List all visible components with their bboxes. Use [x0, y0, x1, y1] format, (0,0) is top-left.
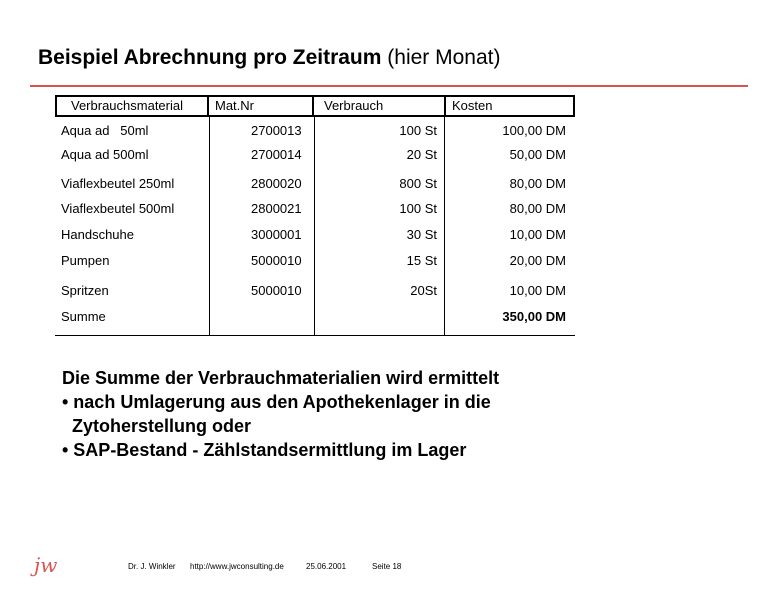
- body-line: Die Summe der Verbrauchmaterialien wird ermittelt: [62, 368, 500, 388]
- table-row: [55, 141, 575, 167]
- cell-matnr: 2800021: [251, 201, 302, 216]
- sum-value: 350,00 DM: [502, 309, 566, 324]
- cell-verbrauch: 100 St: [399, 123, 437, 138]
- cell-material: Viaflexbeutel 500ml: [61, 201, 175, 216]
- cell-matnr: 2700013: [251, 123, 302, 138]
- cell-matnr: 3000001: [251, 227, 302, 242]
- title-divider: [30, 85, 748, 87]
- body-text: [62, 366, 499, 462]
- cell-verbrauch: 15 St: [406, 253, 437, 268]
- footer-date: 25.06.2001: [306, 562, 347, 571]
- table-row: [55, 247, 575, 273]
- table-row: [55, 277, 575, 303]
- jw-logo: jw: [34, 553, 58, 577]
- grid-line: [55, 335, 575, 336]
- cell-material: Viaflexbeutel 250ml: [61, 176, 175, 191]
- cell-kosten: 10,00 DM: [509, 227, 566, 242]
- cell-kosten: 100,00 DM: [502, 123, 566, 138]
- table-row: [55, 221, 575, 247]
- header-kosten: Kosten: [446, 97, 573, 115]
- cell-kosten: 80,00 DM: [509, 201, 566, 216]
- cell-matnr: 5000010: [251, 283, 302, 298]
- footer-author: Dr. J. Winkler: [128, 562, 176, 571]
- header-material: Verbrauchsmaterial: [57, 97, 207, 115]
- table-header: [55, 95, 575, 117]
- header-matnr: Mat.Nr: [209, 97, 312, 115]
- header-verbrauch: Verbrauch: [314, 97, 444, 115]
- cell-verbrauch: 20St: [410, 283, 437, 298]
- table-row: [55, 117, 575, 143]
- cell-kosten: 80,00 DM: [509, 176, 566, 191]
- cell-verbrauch: 20 St: [406, 147, 437, 162]
- cell-material: Spritzen: [61, 283, 109, 298]
- body-line: Zytoherstellung oder: [62, 416, 252, 436]
- cell-material: Aqua ad 50ml: [61, 123, 149, 138]
- cell-kosten: 50,00 DM: [509, 147, 566, 162]
- cell-matnr: 5000010: [251, 253, 302, 268]
- body-line: • nach Umlagerung aus den Apothekenlager in die: [62, 392, 491, 412]
- cell-matnr: 2700014: [251, 147, 302, 162]
- cell-kosten: 10,00 DM: [509, 283, 566, 298]
- footer-url: http://www.jwconsulting.de: [190, 562, 284, 571]
- cell-verbrauch: 800 St: [399, 176, 437, 191]
- cell-verbrauch: 30 St: [406, 227, 437, 242]
- cell-matnr: 2800020: [251, 176, 302, 191]
- cell-verbrauch: 100 St: [399, 201, 437, 216]
- sum-row: [55, 303, 575, 329]
- sum-label: Summe: [61, 309, 106, 324]
- cell-material: Pumpen: [61, 253, 110, 268]
- slide-title-normal: (hier Monat): [387, 46, 501, 69]
- cell-material: Aqua ad 500ml: [61, 147, 149, 162]
- slide-title: [38, 46, 500, 70]
- cell-material: Handschuhe: [61, 227, 134, 242]
- table-row: [55, 170, 575, 196]
- cell-kosten: 20,00 DM: [509, 253, 566, 268]
- table-row: [55, 195, 575, 221]
- body-line: • SAP-Bestand - Zählstandsermittlung im Lager: [62, 440, 467, 460]
- slide-title-bold: Beispiel Abrechnung pro Zeitraum: [38, 46, 382, 69]
- footer-page: Seite 18: [372, 562, 402, 571]
